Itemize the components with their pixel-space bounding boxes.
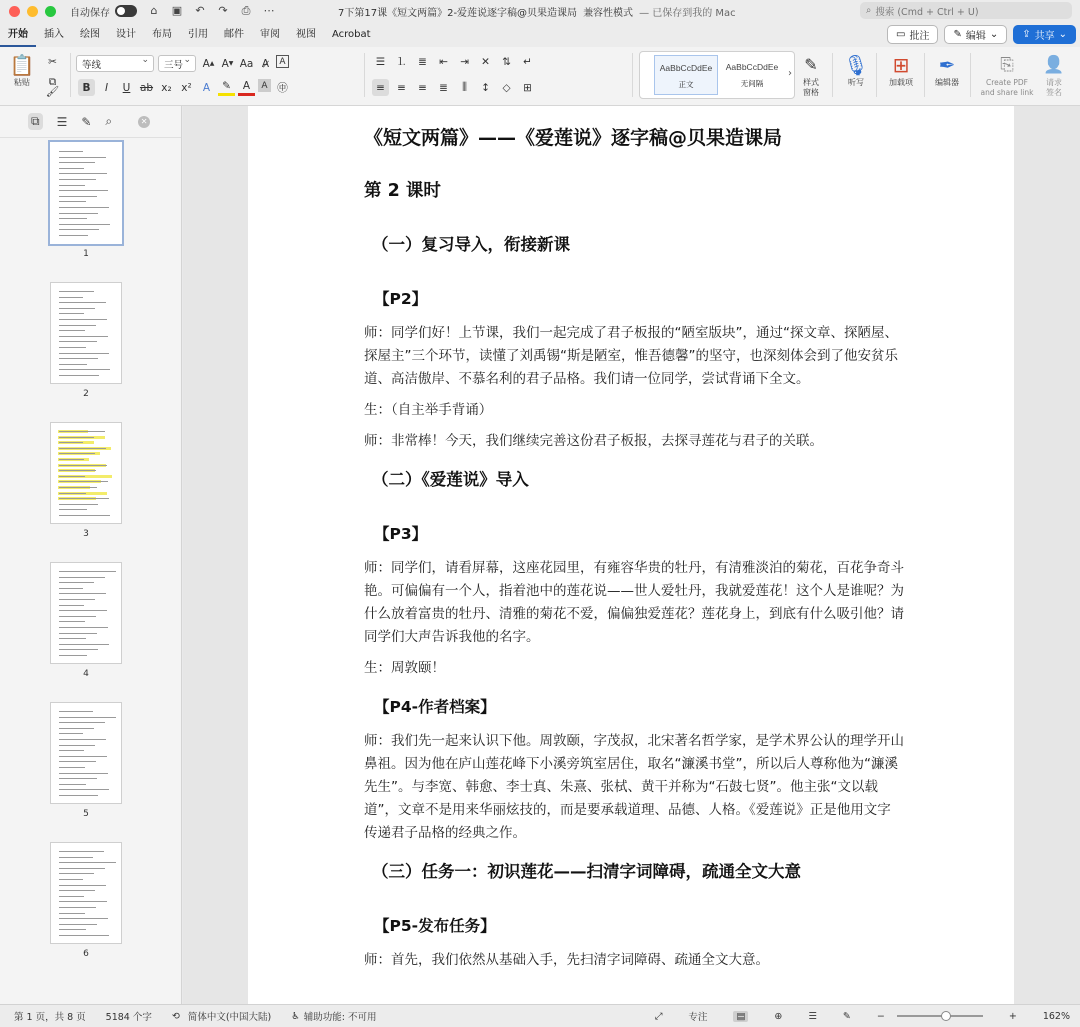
zoom-in-icon[interactable]: + (1008, 1010, 1017, 1022)
asian-layout-icon[interactable]: ✕ (481, 55, 490, 68)
page-thumbnail[interactable] (50, 842, 122, 944)
create-pdf-button[interactable] (976, 52, 1038, 98)
change-case-icon[interactable]: Aa (239, 57, 254, 70)
ribbon-tabs (0, 22, 1080, 47)
sort-icon[interactable]: ⇅ (502, 55, 511, 68)
search-icon[interactable]: ⌕ (105, 114, 113, 128)
lesson-heading: 第 2 课时 (364, 181, 441, 201)
addins-label: 加载项 (889, 78, 913, 87)
dictate-label: 听写 (848, 78, 864, 87)
editing-label: 编辑 (965, 31, 986, 42)
character-border-icon[interactable]: A (276, 55, 289, 68)
document-title: 《短文两篇》——《爱莲说》逐字稿@贝果造课局 (364, 127, 783, 149)
outline-view-icon[interactable]: ☰ (808, 1010, 817, 1022)
signature-icon: 👤 (1043, 55, 1065, 75)
close-window-button[interactable] (9, 6, 20, 17)
multilevel-list-icon[interactable]: ≣ (418, 55, 427, 68)
edit-notes-icon[interactable]: ✎ (81, 114, 92, 129)
section-heading: （三）任务一：初识莲花——扫清字词障碍，疏通全文大意 (372, 862, 801, 881)
zoom-slider[interactable] (897, 1015, 983, 1017)
tab-home[interactable]: 开始 (0, 22, 36, 47)
style-name: 正文 (678, 80, 694, 89)
title-bar (0, 0, 1080, 22)
paste-label: 粘贴 (14, 78, 30, 87)
customize-toolbar-icon[interactable]: ⋯ (263, 4, 275, 17)
style-sample: AaBbCcDdEe (725, 62, 779, 72)
align-right-icon[interactable]: ≡ (418, 81, 427, 94)
zoom-slider-thumb[interactable] (941, 1011, 951, 1021)
dictate-button[interactable] (842, 52, 870, 88)
shrink-font-icon[interactable]: A ▼ (221, 57, 234, 70)
share-label: 共享 (1034, 31, 1055, 42)
word-count[interactable]: 5184 个字 (105, 1012, 152, 1023)
page-count[interactable]: 第 1 页，共 8 页 (14, 1012, 86, 1023)
increase-indent-icon[interactable]: ⇥ (460, 55, 469, 68)
editor-label: 编辑器 (935, 78, 959, 87)
show-marks-icon[interactable]: ↵ (523, 55, 532, 68)
document-area (183, 106, 1080, 1004)
page-thumbnail-number: 6 (83, 949, 89, 959)
font-size-value: 三号 (164, 59, 184, 71)
redo-icon[interactable]: ↷ (218, 4, 228, 17)
text-effects-icon[interactable]: A (202, 81, 211, 94)
web-layout-icon[interactable]: ⊕ (774, 1010, 783, 1022)
distributed-icon[interactable]: ⫼ (462, 81, 467, 93)
tab-design[interactable]: 设计 (116, 29, 136, 40)
paragraph-tools-top (372, 53, 536, 70)
highlight-icon[interactable]: ✎ (218, 79, 235, 96)
tab-mailings[interactable]: 邮件 (224, 29, 244, 40)
compat-mode: 兼容性模式 (583, 8, 634, 19)
pencil-icon: ✎ (953, 29, 962, 40)
styles-more-icon[interactable]: › (788, 68, 792, 79)
tab-layout[interactable]: 布局 (152, 29, 172, 40)
align-center-icon[interactable]: ≡ (397, 81, 406, 94)
line-spacing-icon[interactable]: ↕ (481, 81, 490, 94)
comment-icon: ▭ (895, 29, 906, 40)
print-icon[interactable]: ⎙ (241, 4, 251, 17)
paragraph: 师：非常棒！今天，我们继续完善这份君子板报，去探寻莲花与君子的关联。 (364, 433, 823, 449)
autosave (70, 4, 137, 19)
page-thumbnail-number: 4 (83, 669, 89, 679)
slide-tag: 【P4-作者档案】 (374, 698, 496, 716)
outline-icon[interactable]: ☰ (56, 114, 68, 129)
chevron-down-icon: ⌄ (989, 29, 999, 40)
paragraph: 师：我们先一起来认识下他。周敦颐，字茂叔，北宋著名哲学家，是学术界公认的理学开山鼻祖。因为他在庐山莲花峰下小溪旁筑室居住，取名“濂溪书堂”，所以后人尊称他为“濂溪先生”。与李宽、韩愈、李士真、朱熹、张栻、黄干并称为“石鼓七贤”。他主张“文以载道”，文章不是用来华丽炫技的，而是要承载道理、品德、人格。《爱莲说》正是他用文字传递君子品格的经典之作。 (364, 733, 904, 841)
font-size-tools (200, 55, 289, 72)
style-name: 无间隔 (740, 79, 764, 88)
addins-button[interactable] (884, 52, 918, 88)
tab-references[interactable]: 引用 (188, 29, 208, 40)
page-thumbnail-number: 1 (83, 249, 89, 259)
zoom-window-button[interactable] (45, 6, 56, 17)
grow-font-icon[interactable]: A ▲ (202, 57, 215, 70)
copy-icon[interactable]: ⧉ (48, 76, 57, 88)
document-sections (364, 232, 904, 986)
justify-icon[interactable]: ≣ (439, 81, 448, 94)
page-thumbnail-number: 5 (83, 809, 89, 819)
addins-icon: ⊞ (892, 53, 910, 77)
view-controls (641, 1009, 1070, 1023)
style-normal[interactable] (654, 55, 718, 95)
paragraph: 生：周敦颐！ (364, 660, 445, 676)
home-icon[interactable]: ⌂ (150, 4, 158, 17)
tab-draw[interactable]: 绘图 (80, 29, 100, 40)
style-sample: AaBbCcDdEe (659, 63, 713, 73)
window-controls (9, 6, 56, 17)
zoom-level[interactable]: 162% (1042, 1010, 1070, 1022)
borders-icon[interactable]: ⊞ (523, 81, 532, 94)
underline-icon[interactable]: U (122, 81, 131, 94)
section-heading: （二）《爱莲说》导入 (372, 470, 529, 489)
section-heading: （一）复习导入，衔接新课 (372, 235, 570, 254)
editor-button[interactable] (930, 52, 964, 88)
comments-label: 批注 (909, 31, 930, 42)
bullets-icon[interactable]: ☰ (375, 55, 386, 68)
save-icon[interactable]: ▣ (171, 4, 183, 17)
doc-name: 7下第17课《短文两篇》2-爱莲说逐字稿@贝果造课局 (338, 8, 578, 19)
enclose-character-icon[interactable]: ㊥ (277, 82, 288, 94)
tab-acrobat[interactable]: Acrobat (332, 29, 371, 40)
autosave-label: 自动保存 (70, 7, 110, 19)
accessibility-status[interactable]: 辅助功能: 不可用 (303, 1012, 377, 1023)
search-placeholder: 搜索 (Cmd + Ctrl + U) (875, 6, 979, 18)
page-thumbnail[interactable] (50, 562, 122, 664)
status-bar (0, 1004, 1080, 1027)
paragraph: 生：（自主举手背诵） (364, 402, 493, 418)
numbering-icon[interactable]: ⒈ (396, 56, 407, 68)
superscript-icon[interactable]: x² (181, 81, 192, 94)
styles-pane-icon: ✎ (804, 55, 818, 74)
save-state: — 已保存到我的 Mac (639, 8, 736, 19)
search-icon: ⌕ (866, 5, 872, 16)
language[interactable]: 简体中文(中国大陆) (187, 1012, 272, 1023)
thumbnails-icon[interactable]: ⧉ (28, 113, 43, 130)
font-name-value: 等线 (82, 59, 102, 71)
document-title (338, 4, 736, 19)
font-style-tools (78, 79, 291, 96)
page-thumbnail[interactable] (50, 142, 122, 244)
minimize-window-button[interactable] (27, 6, 38, 17)
navigation-pane (0, 106, 182, 1004)
undo-icon[interactable]: ↶ (195, 4, 205, 17)
tab-insert[interactable]: 插入 (44, 29, 64, 40)
print-layout-icon[interactable]: ▤ (733, 1011, 748, 1022)
close-icon[interactable]: ✕ (138, 116, 150, 128)
page-thumbnail[interactable] (50, 282, 122, 384)
subscript-icon[interactable]: x₂ (161, 81, 172, 94)
focus-icon[interactable]: ⤢ (654, 1010, 663, 1022)
pdf-icon: ⎘ (1000, 55, 1014, 75)
format-painter-icon[interactable]: 🖌 (45, 86, 60, 98)
shading-icon[interactable]: ◇ (502, 81, 511, 94)
paragraph-tools-bottom (372, 79, 536, 96)
style-no-spacing[interactable] (720, 55, 784, 95)
request-signature-button[interactable] (1040, 52, 1068, 98)
bold-icon[interactable]: B (78, 79, 95, 96)
cut-icon[interactable]: ✂ (48, 55, 57, 68)
font-name-select[interactable] (76, 55, 154, 72)
clipboard-icon: 📋 (9, 53, 35, 77)
page-thumbnail[interactable] (50, 702, 122, 804)
nav-pane-tools (0, 106, 181, 138)
align-left-icon[interactable]: ≡ (372, 79, 389, 96)
zoom-out-icon[interactable]: − (876, 1010, 885, 1022)
styles-gallery (639, 51, 795, 99)
decrease-indent-icon[interactable]: ⇤ (439, 55, 448, 68)
font-size-select[interactable] (158, 55, 196, 72)
character-shading-icon[interactable]: A (258, 79, 271, 92)
comments-button[interactable] (887, 25, 938, 44)
editing-button[interactable] (944, 25, 1007, 44)
slide-tag: 【P2】 (374, 290, 428, 308)
request-signature-label: 请求 签名 (1046, 78, 1062, 97)
autosave-toggle[interactable] (115, 5, 137, 17)
ribbon (0, 47, 1080, 106)
accessibility-icon[interactable]: ♿ (291, 1010, 300, 1022)
editor-icon: ✒ (938, 53, 956, 77)
clear-format-icon[interactable]: A̷ (261, 57, 270, 70)
page-thumbnail-number: 2 (83, 389, 89, 399)
proofing-icon[interactable]: ⟲ (171, 1010, 180, 1022)
styles-pane-label: 样式 窗格 (803, 78, 819, 97)
slide-tag: 【P3】 (374, 525, 428, 543)
quick-access-toolbar (147, 4, 276, 18)
search-box[interactable] (860, 2, 1072, 19)
page-thumbnail-number: 3 (83, 529, 89, 539)
document-page[interactable] (248, 106, 1014, 1004)
page-content (364, 124, 904, 986)
slide-tag: 【P5-发布任务】 (374, 917, 496, 935)
page-thumbnail[interactable] (50, 422, 122, 524)
paragraph: 师：同学们好！上节课，我们一起完成了君子板报的“陋室版块”，通过“探文章、探陋屋、探屋主”三个环节，读懂了刘禹锡“斯是陋室，惟吾德馨”的坚守，也深刻体会到了他安贫乐道、高洁傲岸、不慕名利的君子品格。我们请一位同学，尝试背诵下全文。 (364, 325, 898, 387)
strikethrough-icon[interactable]: ab (139, 81, 154, 94)
focus-label[interactable]: 专注 (688, 1012, 708, 1023)
share-icon: ⇪ (1022, 29, 1031, 40)
font-color-icon[interactable]: A (238, 79, 255, 96)
styles-pane-button[interactable] (797, 52, 825, 98)
italic-icon[interactable]: I (104, 81, 109, 94)
tab-review[interactable]: 审阅 (260, 29, 280, 40)
create-pdf-label: Create PDF and share link (980, 78, 1034, 97)
paste-button[interactable] (6, 52, 38, 88)
share-button[interactable] (1013, 25, 1076, 44)
draft-view-icon[interactable]: ✎ (842, 1010, 851, 1022)
microphone-icon: 🎙 (843, 53, 869, 77)
paragraph: 师：首先，我们依然从基础入手，先扫清字词障碍、疏通全文大意。 (364, 952, 769, 968)
paragraph: 师：同学们，请看屏幕，这座花园里，有雍容华贵的牡丹，有清雅淡泊的菊花，百花争奇斗艳。可偏偏有一个人，指着池中的莲花说——世人爱牡丹，我就爱莲花！这个人是谁呢？为什么放着富贵的牡丹、清雅的菊花不爱，偏偏独爱莲花？莲花身上，到底有什么吸引他？请同学们大声告诉我他的名字。 (364, 560, 904, 645)
tab-view[interactable]: 视图 (296, 29, 316, 40)
chevron-down-icon: ⌄ (1058, 29, 1067, 40)
tab-actions (887, 25, 1076, 44)
